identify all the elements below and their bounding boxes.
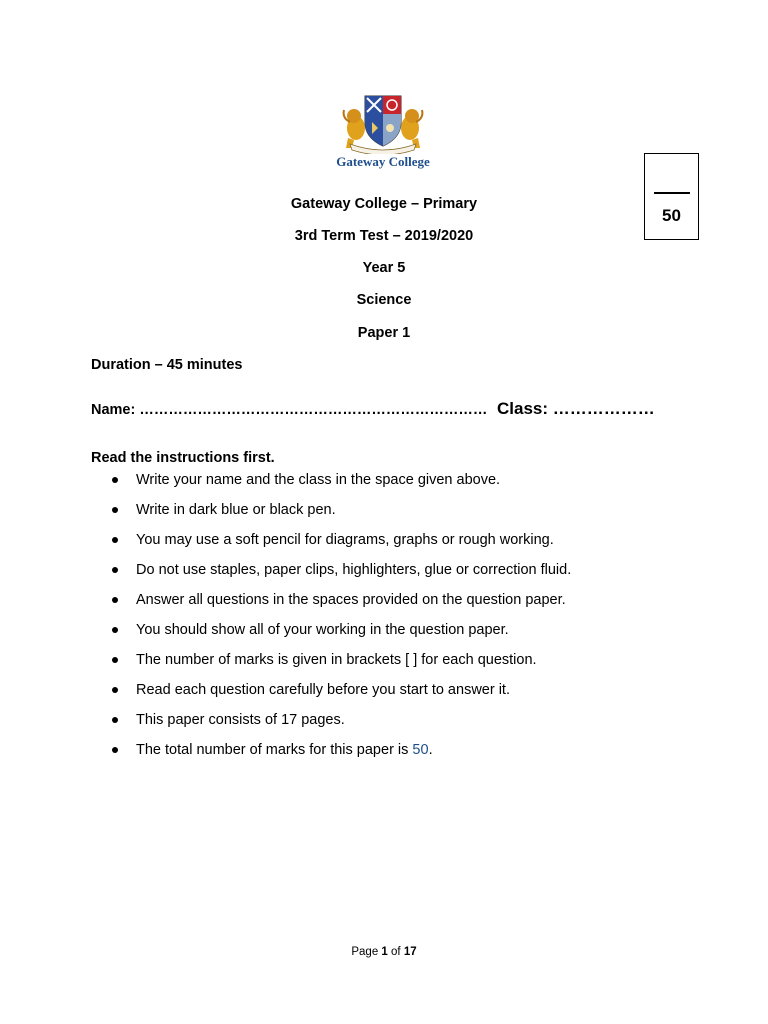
instruction-text: The total number of marks for this paper is [136,742,413,758]
bullet-icon [112,597,118,603]
paper-heading: Paper 1 [357,325,411,341]
instruction-text: You may use a soft pencil for diagrams, graphs or rough working. [136,532,554,548]
bullet-icon [112,507,118,513]
subject-heading: Science [356,292,412,308]
right-lion-icon [401,109,422,148]
list-item [112,560,571,590]
shield-icon [365,96,401,146]
list-item [112,590,571,620]
list-item [112,530,571,560]
list-item [112,620,571,650]
page-of: of [391,946,401,958]
total-marks-number: 50 [412,742,429,758]
instructions-title: Read the instructions first. [91,450,275,466]
bullet-icon [112,687,118,693]
college-logo [328,92,438,174]
bullet-icon [112,537,118,543]
bullet-icon [112,747,118,753]
list-item [112,470,571,500]
instruction-text: Read each question carefully before you start to answer it. [136,682,510,698]
score-blank-line [654,192,690,194]
list-item [112,710,571,740]
name-field[interactable]: Name: ……………………………………………………………… [91,402,488,418]
school-heading: Gateway College – Primary [290,196,478,212]
instruction-text: Write in dark blue or black pen. [136,502,336,518]
instruction-text: Write your name and the class in the space given above. [136,472,501,488]
page-total: 17 [403,946,417,958]
duration-label: Duration – 45 minutes [91,357,243,373]
score-total: 50 [662,206,681,225]
left-lion-icon [344,109,365,148]
instruction-text: Do not use staples, paper clips, highlighters, glue or correction fluid. [136,562,572,578]
instruction-text: Answer all questions in the spaces provided on the question paper. [136,592,566,608]
class-field[interactable]: Class: ……………… [497,399,655,418]
instruction-text: This paper consists of 17 pages. [136,712,345,728]
logo-wordmark: Gateway College [336,154,430,169]
instruction-text: The number of marks is given in brackets [ ] for each question. [136,652,537,668]
page-footer [0,946,768,958]
page-label: Page [351,946,379,958]
instructions-list [112,470,571,770]
college-crest-icon [328,92,438,154]
year-heading: Year 5 [362,260,406,276]
bullet-icon [112,717,118,723]
term-heading: 3rd Term Test – 2019/2020 [294,228,474,244]
list-item [112,650,571,680]
bullet-icon [112,567,118,573]
instruction-text: You should show all of your working in the question paper. [136,622,509,638]
page-current: 1 [381,946,388,958]
bullet-icon [112,477,118,483]
bullet-icon [112,657,118,663]
list-item [112,500,571,530]
bullet-icon [112,627,118,633]
list-item [112,680,571,710]
list-item [112,740,571,770]
instruction-end: . [428,742,433,758]
